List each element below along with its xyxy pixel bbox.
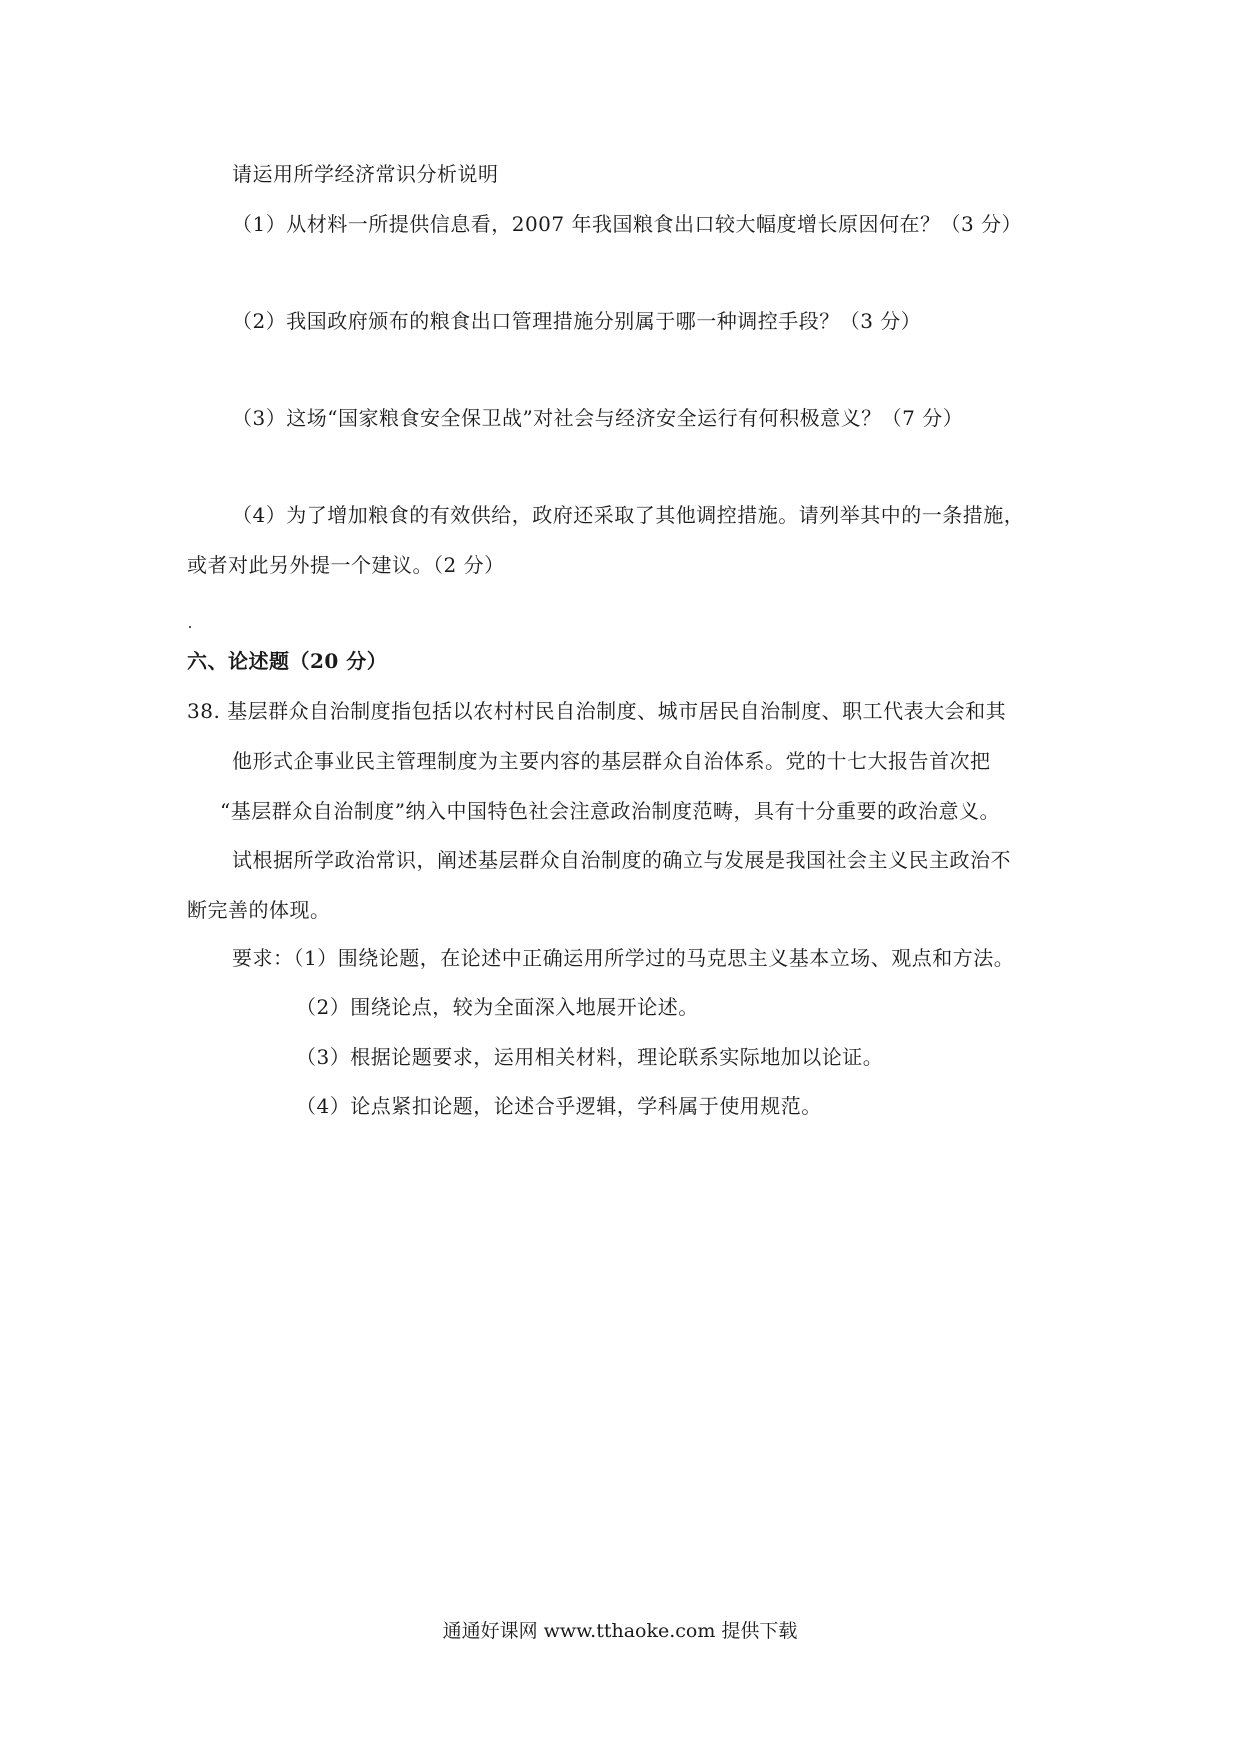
question-38-line-1: 38. 基层群众自治制度指包括以农村村民自治制度、城市居民自治制度、职工代表大会和其: [187, 699, 1007, 723]
question-38-line-2: 他形式企事业民主管理制度为主要内容的基层群众自治体系。党的十七大报告首次把: [232, 749, 991, 773]
stray-mark: [189, 626, 191, 628]
section-6-heading: 六、论述题（20 分）: [187, 649, 388, 673]
question-3: （3）这场“国家粮食安全保卫战”对社会与经济安全运行有何积极意义？（7 分）: [232, 406, 964, 430]
requirement-4: （4）论点紧扣论题，论述合乎逻辑，学科属于使用规范。: [296, 1094, 822, 1118]
footer-download-note: 通通好课网 www.tthaoke.com 提供下载: [442, 1620, 798, 1642]
question-2: （2）我国政府颁布的粮食出口管理措施分别属于哪一种调控手段？（3 分）: [232, 309, 922, 333]
question-38-line-3: “基层群众自治制度”纳入中国特色社会注意政治制度范畴，具有十分重要的政治意义。: [220, 799, 1000, 823]
question-38-line-4: 试根据所学政治常识，阐述基层群众自治制度的确立与发展是我国社会主义民主政治不: [232, 848, 1011, 872]
part5-intro: 请运用所学经济常识分析说明: [232, 162, 499, 186]
requirement-2: （2）围绕论点，较为全面深入地展开论述。: [296, 995, 699, 1019]
question-4-line-1: （4）为了增加粮食的有效供给，政府还采取了其他调控措施。请列举其中的一条措施，: [232, 503, 1025, 527]
question-1: （1）从材料一所提供信息看，2007 年我国粮食出口较大幅度增长原因何在？（3 分）: [232, 212, 1023, 236]
requirement-3: （3）根据论题要求，运用相关材料，理论联系实际地加以论证。: [296, 1045, 884, 1069]
question-38-line-5: 断完善的体现。: [187, 898, 331, 922]
question-4-line-2: 或者对此另外提一个建议。（2 分）: [187, 553, 505, 577]
requirement-1: 要求：（1）围绕论题，在论述中正确运用所学过的马克思主义基本立场、观点和方法。: [232, 946, 1015, 970]
